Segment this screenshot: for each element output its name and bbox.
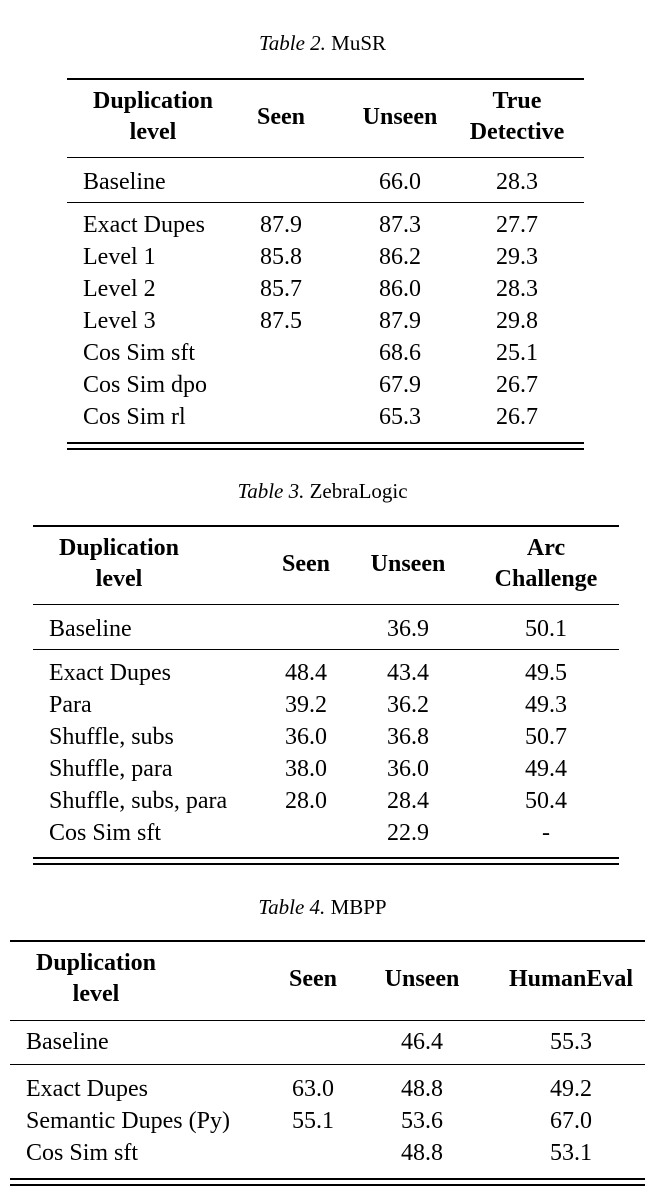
header-rule <box>33 604 619 605</box>
header-line: level <box>129 119 177 145</box>
row-value: 67.9 <box>379 372 421 398</box>
caption-title: MuSR <box>331 31 387 55</box>
header-line: Duplication <box>92 88 214 114</box>
caption-number: Table 4. <box>258 895 326 919</box>
row-label: Exact Dupes <box>26 1076 148 1102</box>
baseline-rule <box>33 649 619 650</box>
column-header <box>49 533 189 595</box>
row-value: 49.4 <box>525 756 567 782</box>
row-label: Para <box>49 692 92 718</box>
bottom-rule <box>67 448 584 450</box>
baseline-rule <box>10 1064 645 1065</box>
row-value: 26.7 <box>496 404 538 430</box>
row-label: Level 3 <box>83 308 156 334</box>
table-2-caption <box>0 30 645 56</box>
header-line: True <box>492 88 542 114</box>
bottom-rule <box>10 1184 645 1186</box>
header-line: HumanEval <box>508 966 634 992</box>
header-line: Unseen <box>384 966 460 992</box>
header-line: Challenge <box>494 566 598 592</box>
bottom-rule <box>67 442 584 444</box>
row-value: 46.4 <box>401 1029 443 1055</box>
row-value: 22.9 <box>387 820 429 846</box>
row-value: 48.8 <box>401 1140 443 1166</box>
bottom-rule <box>33 857 619 859</box>
row-value: 29.8 <box>496 308 538 334</box>
header-line: Seen <box>282 551 330 577</box>
row-label: Shuffle, para <box>49 756 173 782</box>
table-zebralogic <box>33 525 619 865</box>
row-value: 48.8 <box>401 1076 443 1102</box>
column-header <box>486 964 645 995</box>
row-value: 66.0 <box>379 169 421 195</box>
row-value: 48.4 <box>285 660 327 686</box>
column-header <box>351 549 465 580</box>
row-value: 65.3 <box>379 404 421 430</box>
column-header <box>26 948 166 1010</box>
row-value: 53.1 <box>550 1140 592 1166</box>
row-value: 53.6 <box>401 1108 443 1134</box>
caption-number: Table 3. <box>237 479 305 503</box>
row-value: 36.0 <box>285 724 327 750</box>
row-value: 68.6 <box>379 340 421 366</box>
row-value: 49.3 <box>525 692 567 718</box>
row-value: 87.9 <box>379 308 421 334</box>
column-header <box>447 86 587 148</box>
row-label: Cos Sim sft <box>49 820 162 846</box>
row-value: 38.0 <box>285 756 327 782</box>
column-header <box>270 964 356 995</box>
row-label: Shuffle, subs <box>49 724 174 750</box>
row-value: 28.3 <box>496 169 538 195</box>
header-line: Seen <box>289 966 337 992</box>
row-value: 28.0 <box>285 788 327 814</box>
row-value: 49.2 <box>550 1076 592 1102</box>
row-value: 87.5 <box>260 308 302 334</box>
row-value: 25.1 <box>496 340 538 366</box>
caption-title: MBPP <box>330 895 387 919</box>
row-label: Semantic Dupes (Py) <box>26 1108 230 1134</box>
row-value: 49.5 <box>525 660 567 686</box>
header-line: Duplication <box>35 950 157 976</box>
column-header <box>343 102 457 133</box>
row-value: 55.3 <box>550 1029 592 1055</box>
row-value: 86.2 <box>379 244 421 270</box>
row-label: Cos Sim sft <box>83 340 196 366</box>
row-value: 85.7 <box>260 276 302 302</box>
row-value: 36.9 <box>387 616 429 642</box>
row-value: 26.7 <box>496 372 538 398</box>
row-label: Baseline <box>26 1029 109 1055</box>
row-value: 50.7 <box>525 724 567 750</box>
row-value: 85.8 <box>260 244 302 270</box>
header-line: Arc <box>526 535 566 561</box>
bottom-rule <box>10 1178 645 1180</box>
header-rule <box>67 157 584 158</box>
column-header <box>473 533 619 595</box>
header-line: Seen <box>257 104 305 130</box>
row-label: Shuffle, subs, para <box>49 788 228 814</box>
row-label: Level 1 <box>83 244 156 270</box>
header-line: level <box>72 981 120 1007</box>
header-line: Detective <box>469 119 565 145</box>
table-3-caption <box>0 478 645 504</box>
baseline-rule <box>67 202 584 203</box>
row-label: Cos Sim dpo <box>83 372 208 398</box>
table-musr <box>67 78 584 454</box>
row-label: Cos Sim sft <box>26 1140 139 1166</box>
row-value: 50.1 <box>525 616 567 642</box>
header-line: Unseen <box>370 551 446 577</box>
row-value: 55.1 <box>292 1108 334 1134</box>
top-rule <box>33 525 619 527</box>
row-label: Exact Dupes <box>83 212 205 238</box>
table-mbpp <box>10 940 645 1190</box>
top-rule <box>10 940 645 942</box>
row-value: 86.0 <box>379 276 421 302</box>
row-value: 28.3 <box>496 276 538 302</box>
header-line: level <box>95 566 143 592</box>
row-label: Cos Sim rl <box>83 404 186 430</box>
column-header <box>83 86 223 148</box>
row-value: 36.0 <box>387 756 429 782</box>
row-value: 87.9 <box>260 212 302 238</box>
caption-number: Table 2. <box>258 31 326 55</box>
row-value: 27.7 <box>496 212 538 238</box>
bottom-rule <box>33 863 619 865</box>
row-label: Baseline <box>83 169 166 195</box>
row-label: Level 2 <box>83 276 156 302</box>
row-value: 67.0 <box>550 1108 592 1134</box>
row-value: 36.2 <box>387 692 429 718</box>
column-header <box>243 102 319 133</box>
row-value: 39.2 <box>285 692 327 718</box>
row-value: 50.4 <box>525 788 567 814</box>
row-label: Baseline <box>49 616 132 642</box>
row-value: 87.3 <box>379 212 421 238</box>
row-value: 29.3 <box>496 244 538 270</box>
header-line: Duplication <box>58 535 180 561</box>
top-rule <box>67 78 584 80</box>
header-line: Unseen <box>362 104 438 130</box>
table-4-caption <box>0 894 645 920</box>
caption-title: ZebraLogic <box>309 479 408 503</box>
row-value: - <box>542 820 550 846</box>
row-value: 36.8 <box>387 724 429 750</box>
header-rule <box>10 1020 645 1021</box>
row-value: 43.4 <box>387 660 429 686</box>
row-label: Exact Dupes <box>49 660 171 686</box>
column-header <box>365 964 479 995</box>
row-value: 28.4 <box>387 788 429 814</box>
row-value: 63.0 <box>292 1076 334 1102</box>
column-header <box>263 549 349 580</box>
